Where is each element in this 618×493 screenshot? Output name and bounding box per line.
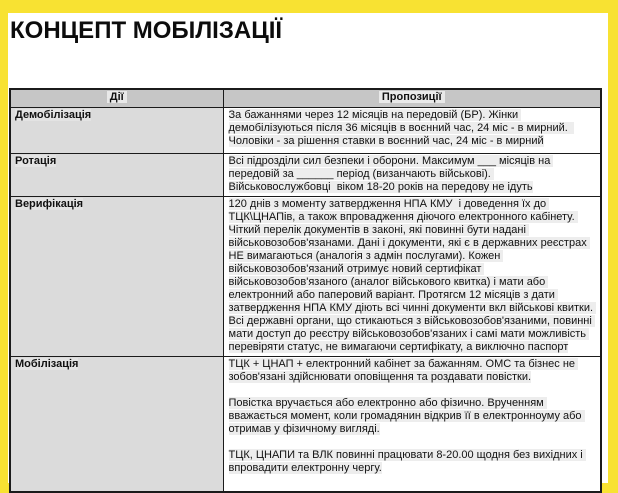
table-row-mobilization — [10, 357, 601, 492]
table-row-demobilization — [10, 108, 601, 154]
action-cell — [10, 197, 223, 357]
mobilization-concept-table — [9, 88, 602, 493]
proposal-text: 120 днів з моменту затвердження НПА КМУ і доведення їх до ТЦК\ЦНАПів, а також впровадження діючого електронного кабінету. Чіткий перелік документів в законі, які повинні бути надані військовозобов'язанами. Дані і документи, які є в державних реєстрах НЕ вимагаються (аналогія з адмін послугами). Кожен військовозобов'язаний отримує новий сертифікат військовозобов'язаного (аналог військового квитка) і мати або електронний або паперовий варіант. Протягсм 12 місяців з дати затвердження НПА КМУ діють всі чинні документи вкл військові квитки. Всі державні органи, що стикаються з військовозобов'язаними, повинні мати доступ до реєстру військовозобов'язаних і самі мати можливість перевіряти статус, не вимагаючи сертифікату, а виключно паспорт — [228, 198, 597, 353]
action-label: Верифікація — [15, 198, 84, 210]
proposal-paragraph — [229, 109, 595, 148]
table-header-row — [10, 89, 601, 108]
proposal-text: Всі підрозділи сил безпеки і оборони. Максимум ___ місяців на передовій за ______ період (визанчають військові). Військовослужбовці віком 18-20 років на передову не ідуть — [228, 155, 554, 193]
table-row-verification — [10, 197, 601, 357]
header-cell-proposals — [223, 89, 601, 108]
proposal-text: За бажаннями через 12 місяців на передовій (БР). Жінки демобілізуються після 36 місяців в воєнний час, 24 міс - в мирний. Чоловіки - за рішення ставки в воєнний час, 24 міс - в мирний — [228, 109, 574, 147]
header-label-actions: Дії — [107, 91, 127, 103]
action-label: Ротація — [15, 155, 57, 167]
proposal-paragraph — [229, 198, 595, 354]
proposal-cell — [223, 108, 601, 154]
header-label-proposals: Пропозиції — [379, 91, 445, 103]
proposal-text: Повістка вручається або електронно або фізично. Врученням вважається момент, коли громадянин відкрив її в електронноуму або отримав у фізичному вигляді. — [228, 397, 585, 435]
document-page — [8, 13, 608, 483]
proposal-text: ТЦК + ЦНАП + електронний кабінет за бажанням. ОМС та бізнес не зобов'язані здійснювати оповіщення та роздавати повістки. — [228, 358, 579, 383]
action-label: Мобілізація — [15, 358, 79, 370]
action-cell — [10, 108, 223, 154]
proposal-paragraph — [229, 155, 595, 194]
proposal-cell — [223, 154, 601, 197]
proposal-paragraph — [229, 449, 595, 475]
proposal-text: ТЦК, ЦНАПИ та ВЛК повинні працювати 8-20.00 щодня без вихідних і впровадити електронну чергу. — [228, 449, 586, 474]
header-cell-actions — [10, 89, 223, 108]
action-cell — [10, 154, 223, 197]
action-label: Демобілізація — [15, 109, 92, 121]
proposal-cell — [223, 357, 601, 492]
proposal-paragraph — [229, 397, 595, 436]
proposal-cell — [223, 197, 601, 357]
table-row-rotation — [10, 154, 601, 197]
proposal-paragraph — [229, 358, 595, 384]
page-title: КОНЦЕПТ МОБІЛІЗАЦІЇ — [10, 17, 283, 44]
action-cell — [10, 357, 223, 492]
